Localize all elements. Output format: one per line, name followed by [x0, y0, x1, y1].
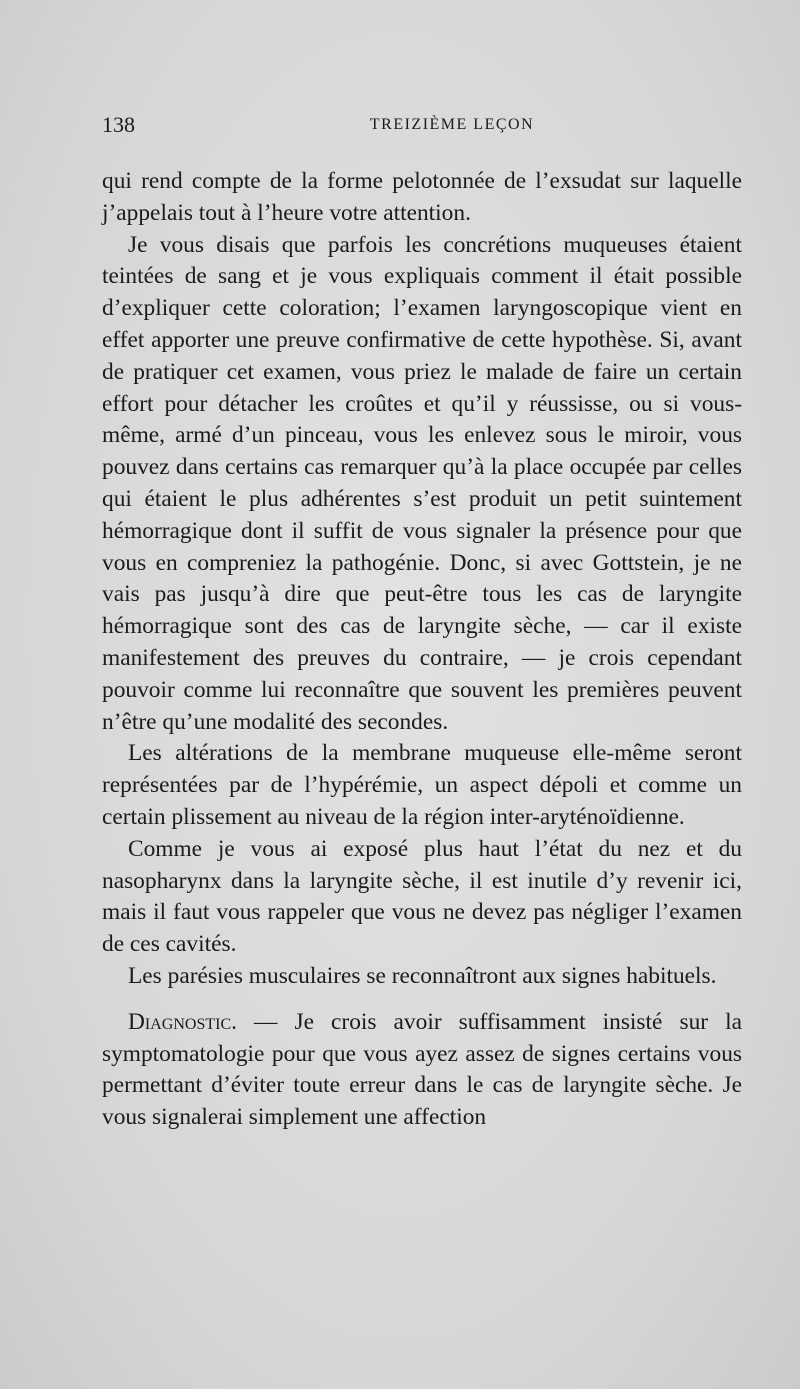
body-text	[102, 166, 742, 1134]
paragraph-text: — Je crois avoir suffisamment insisté sur la symptomatologie pour que vous ayez assez de signes certains vous permettant d’éviter toute erreur dans le cas de laryngite sèche. Je vous signalerai simplement une affection	[102, 1008, 742, 1131]
paragraph: qui rend compte de la forme pelotonnée de l’exsudat sur laquelle j’appelais tout à l’heure votre attention.	[102, 168, 742, 226]
paragraph: Les altérations de la membrane muqueuse elle-même seront représentées par de l’hypérémie, un aspect dépoli et comme un certain plissement au niveau de la région inter-aryténoïdienne.	[102, 740, 742, 830]
paragraph: Les parésies musculaires se reconnaîtront aux signes habituels.	[128, 962, 717, 989]
section-heading: Diagnostic.	[128, 1008, 237, 1035]
paragraph-diagnostic	[102, 1007, 742, 1134]
page-number: 138	[102, 112, 135, 137]
paragraph: Comme je vous ai exposé plus haut l’état du nez et du nasopharynx dans la laryngite sèche, il est inutile d’y revenir ici, mais il faut vous rappeler que vous ne devez pas négliger l’examen de ces cavités.	[102, 835, 742, 958]
paragraph: Je vous disais que parfois les concrétions muqueuses étaient teintées de sang et je vous expliquais comment il était possible d’expliquer cette coloration; l’examen laryngoscopique vient en effet apporter une preuve confirmative de cette hypothèse. Si, avant de pratiquer cet examen, vous priez le malade de faire un certain effort pour détacher les croûtes et qu’il y réussisse, ou si vous-même, armé d’un pinceau, vous les enlevez sous le miroir, vous pouvez dans certains cas remarquer qu’à la place occupée par celles qui étaient le plus adhérentes s’est produit un petit suintement hémorragique dont il suffit de vous signaler la présence pour que vous en compreniez la pathogénie. Donc, si avec Gottstein, je ne vais pas jusqu’à dire que peut-être tous les cas de laryngite hémorragique sont des cas de laryngite sèche, — car il existe manifestement des preuves du contraire, — je crois cependant pouvoir comme lui reconnaître que souvent les premières peuvent n’être qu’une modalité des secondes.	[102, 231, 742, 735]
running-head: TREIZIÈME LEÇON	[369, 116, 535, 133]
page-header	[102, 112, 742, 144]
